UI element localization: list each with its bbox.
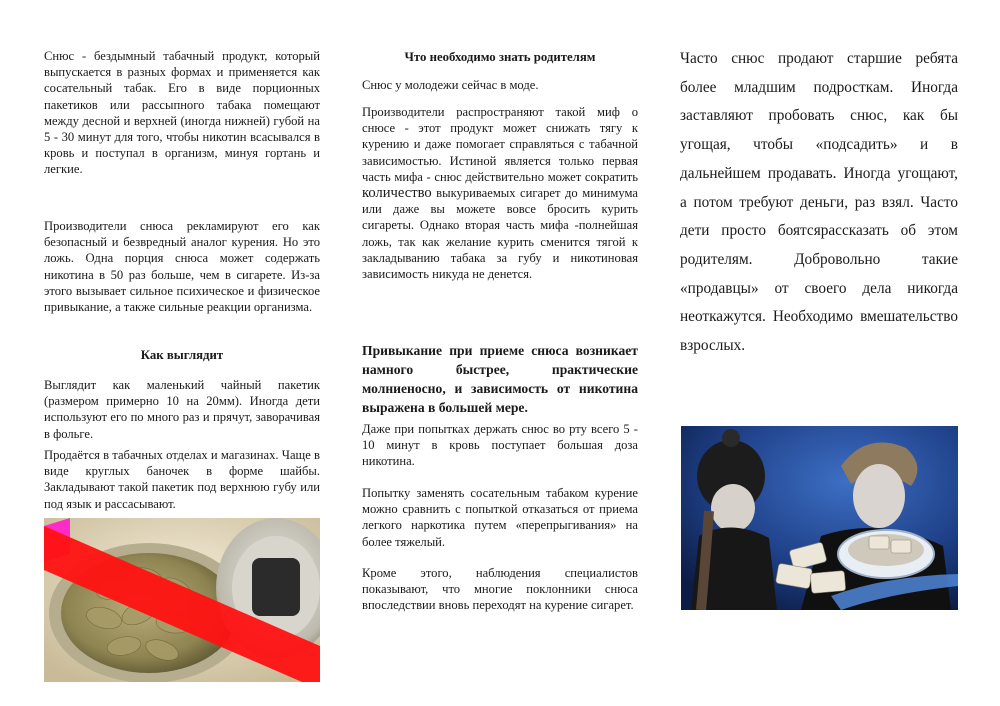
intro-paragraph: Снюс - бездымный табачный продукт, который выпускается в разных формах и применяется как сосательный табак. Его в виде порционных пакетиков или рассыпного табака помещают между десной и верхней (иногда нижней) губой на 5 - 30 минут для того, чтобы никотин всасывался в кровь и поступал в организм, минуя гортань и легкие. <box>44 49 320 177</box>
myth-text-emphasis: количество <box>362 185 432 202</box>
dose-paragraph: Даже при попытках держать снюс во рту всего 5 - 10 минут в кровь поступает большая доза никотина. <box>362 422 638 469</box>
selling-paragraph: Часто снюс продают старшие ребята более младшим подросткам. Иногда заставляют пробовать снюс, как бы угощая, чтобы «подсадить» и в дальнейшем продавать. Иногда угощают, а потом требуют деньги, раз взял. Часто дети просто боятсярассказать об этом родителям. Добровольно такие «продавцы» от своего дела никогда неоткажутся. Необходимо вмешательство взрослых. <box>680 50 958 355</box>
relapse-paragraph: Кроме этого, наблюдения специалистов показывают, что многие поклонники снюса впоследствии вновь переходят на курение сигарет. <box>362 566 638 613</box>
trend-paragraph: Снюс у молодежи сейчас в моде. <box>362 78 539 92</box>
sales-paragraph: Продаётся в табачных отделах и магазинах. Чаще в виде круглых баночек в форме шайбы. Закладывают такой пакетик под верхнюю губу или под язык и рассасывают. <box>44 448 320 511</box>
myth-text-part-1: Производители распространяют такой миф о снюсе - этот продукт может снижать тягу к курению и даже помогает справляться с табачной зависимостью. Истиной является только первая часть мифа - снюс действительно может сократить <box>362 105 638 184</box>
addiction-warning-paragraph: Привыкание при приеме снюса возникает намного быстрее, практические молниеносно, и зависимость от никотина выражена в большей мере. <box>362 343 638 415</box>
myth-paragraph: Производители снюса рекламируют его как безопасный и безвредный аналог курения. Но это ложь. Одна порция снюса может содержать никотина в 50 раз больше, чем в сигарете. Из-за этого вызывает сильное психическое и физическое привыкание, а также сильные реакции организма. <box>44 219 320 315</box>
snus-tin-photo <box>44 518 320 682</box>
section-heading-parents: Что необходимо знать родителям <box>404 50 596 64</box>
myth-text-part-2: выкуриваемых сигарет до минимума или даже вы можете вовсе бросить курить сигареты. Однако вторая часть мифа -полнейшая ложь, так как желание курить сменится тягой к закладыванию табака за губу и никотиновая зависимость никуда не денется. <box>362 186 638 282</box>
teenagers-illustration <box>681 426 958 610</box>
appearance-paragraph: Выглядит как маленький чайный пакетик (размером примерно 10 на 20мм). Иногда дети используют его по много раз и прячут, заворачивая в фольге. <box>44 378 320 441</box>
teenagers-photo <box>681 426 958 610</box>
myth-explanation-paragraph <box>362 104 638 282</box>
snus-tin-illustration <box>44 518 320 682</box>
section-heading-appearance: Как выглядит <box>140 348 224 362</box>
substitution-paragraph: Попытку заменять сосательным табаком курение можно сравнить с попыткой отказаться от приема легкого наркотика путем «перепрыгивания» на более тяжелый. <box>362 486 638 549</box>
